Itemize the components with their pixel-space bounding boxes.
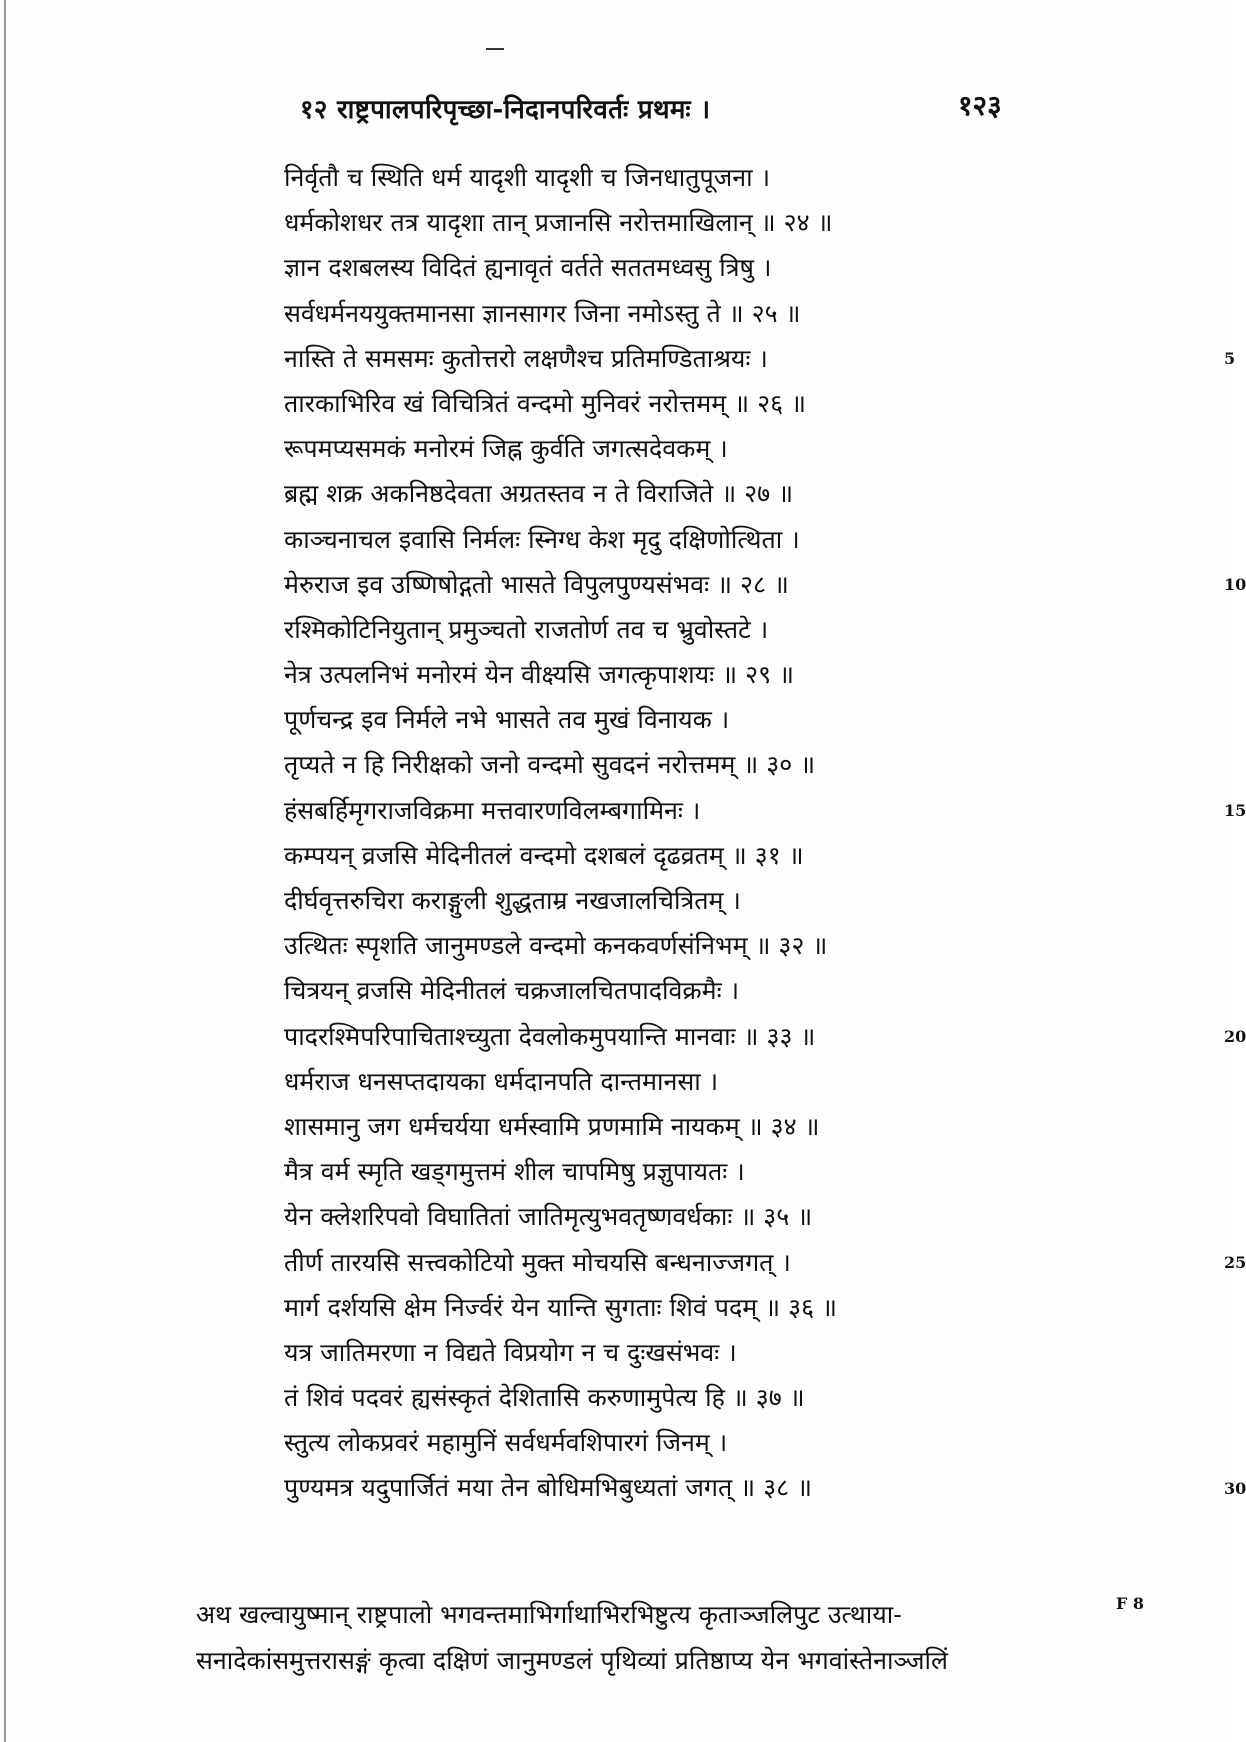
verse-line: चित्रयन् व्रजसि मेदिनीतलं चक्रजालचितपादविक्रमैः । — [284, 976, 740, 1006]
verse-line: हंसबर्हिमृगराजविक्रमा मत्तवारणविलम्बगामिनः । — [284, 795, 701, 825]
verse-line: दीर्घवृत्तरुचिरा कराङ्गुली शुद्धताम्र नखजालचित्रितम् । — [284, 886, 741, 915]
verse-line: रूपमप्यसमकं मनोरमं जिह्न कुर्वति जगत्सदेवकम् । — [284, 434, 728, 464]
verse-line: मैत्र वर्म स्मृति खड्गमुत्तमं शील चापमिषु प्रज्ञुपायतः । — [284, 1157, 745, 1187]
prose-line: अथ खल्वायुष्मान् राष्ट्रपालो भगवन्तमाभिर्गाथाभिरभिष्टुत्य कृताञ्जलिपुट उत्थाया- — [196, 1600, 902, 1629]
prose-line: सनादेकांसमुत्तरासङ्गं कृत्वा दक्षिणं जानुमण्डलं पृथिव्यां प्रतिष्ठाप्य येन भगवांस्तेनाञ्जलिं — [196, 1646, 948, 1675]
margin-line-number: 25 — [1224, 1252, 1246, 1272]
top-dash-mark — [486, 48, 504, 50]
verse-line: तीर्ण तारयसि सत्त्वकोटियो मुक्त मोचयसि बन्धनाज्जगत् । — [284, 1247, 791, 1277]
verse-line: काञ्चनाचल इवासि निर्मलः स्निग्ध केश मृदु दक्षिणोत्थिता । — [284, 524, 800, 554]
verse-line: मार्ग दर्शयसि क्षेम निर्ज्वरं येन यान्ति सुगताः शिवं पदम् ॥ ३६ ॥ — [284, 1292, 837, 1322]
verse-line: येन क्लेशरिपवो विघातितां जातिमृत्युभवतृष्णवर्धकाः ॥ ३५ ॥ — [284, 1202, 813, 1232]
margin-line-number: 20 — [1224, 1026, 1246, 1046]
verse-line: ज्ञान दशबलस्य विदितं ह्यनावृतं वर्तते सततमध्वसु त्रिषु । — [284, 253, 772, 283]
verse-line: तारकाभिरिव खं विचित्रितं वन्दमो मुनिवरं नरोत्तमम् ॥ २६ ॥ — [284, 388, 807, 418]
running-header: १२ राष्ट्रपालपरिपृच्छा-निदानपरिवर्तः प्रथमः । — [300, 95, 711, 125]
verse-line: नास्ति ते समसमः कुतोत्तरो लक्षणैश्च प्रतिमण्डिताश्रयः । — [284, 343, 768, 373]
verse-line: धर्मकोशधर तत्र यादृशा तान् प्रजानसि नरोत्तमाखिलान् ॥ २४ ॥ — [284, 208, 833, 238]
verse-line: निर्वृतौ च स्थिति धर्म यादृशी यादृशी च जिनधातुपूजना । — [284, 163, 771, 192]
verse-line: पूर्णचन्द्र इव निर्मले नभे भासते तव मुखं विनायक । — [284, 705, 730, 735]
verse-line: स्तुत्य लोकप्रवरं महामुनिं सर्वधर्मवशिपारगं जिनम् । — [284, 1428, 728, 1458]
verse-line: यत्र जातिमरणा न विद्यते विप्रयोग न च दुःखसंभवः । — [284, 1337, 737, 1367]
verse-line: रश्मिकोटिनियुतान् प्रमुञ्चतो राजतोर्ण तव च भ्रुवोस्तटे । — [284, 614, 769, 644]
verse-line: धर्मराज धनसप्तदायका धर्मदानपति दान्तमानसा । — [284, 1066, 719, 1096]
verse-line: सर्वधर्मनययुक्तमानसा ज्ञानसागर जिना नमोऽस्तु ते ॥ २५ ॥ — [284, 298, 801, 328]
verse-block — [284, 155, 1246, 1511]
verse-line: उत्थितः स्पृशति जानुमण्डले वन्दमो कनकवर्णसंनिभम् ॥ ३२ ॥ — [284, 931, 828, 961]
verse-line: शासमानु जग धर्मचर्यया धर्मस्वामि प्रणमामि नायकम् ॥ ३४ ॥ — [284, 1111, 820, 1141]
margin-line-number: 30 — [1224, 1478, 1246, 1498]
verse-line: तृप्यते न हि निरीक्षको जनो वन्दमो सुवदनं नरोत्तमम् ॥ ३० ॥ — [284, 750, 816, 780]
verse-line: कम्पयन् व्रजसि मेदिनीतलं वन्दमो दशबलं दृढव्रतम् ॥ ३१ ॥ — [284, 840, 804, 870]
page-number: १२३ — [958, 89, 1002, 122]
verse-line: नेत्र उत्पलनिभं मनोरमं येन वीक्ष्यसि जगत्कृपाशयः ॥ २९ ॥ — [284, 660, 795, 690]
verse-line: ब्रह्म शक्र अकनिष्ठदेवता अग्रतस्तव न ते विराजिते ॥ २७ ॥ — [284, 479, 794, 509]
page-edge-rule — [4, 0, 6, 1742]
margin-line-number: 10 — [1224, 574, 1246, 594]
prose-block — [196, 1592, 1076, 1684]
verse-line: तं शिवं पदवरं ह्यसंस्कृतं देशितासि करुणामुपेत्य हि ॥ ३७ ॥ — [284, 1383, 805, 1413]
verse-line: मेरुराज इव उष्णिषोद्गतो भासते विपुलपुण्यसंभवः ॥ २८ ॥ — [284, 569, 789, 599]
verse-line: पुण्यमत्र यदुपार्जितं मया तेन बोधिमभिबुध्यतां जगत् ॥ ३८ ॥ — [284, 1473, 813, 1503]
verse-line: पादरश्मिपरिपाचिताश्च्युता देवलोकमुपयान्ति मानवाः ॥ ३३ ॥ — [284, 1021, 816, 1051]
margin-line-number: 5 — [1224, 348, 1236, 368]
margin-line-number: 15 — [1224, 800, 1246, 820]
signature-mark: F 8 — [1116, 1594, 1145, 1613]
